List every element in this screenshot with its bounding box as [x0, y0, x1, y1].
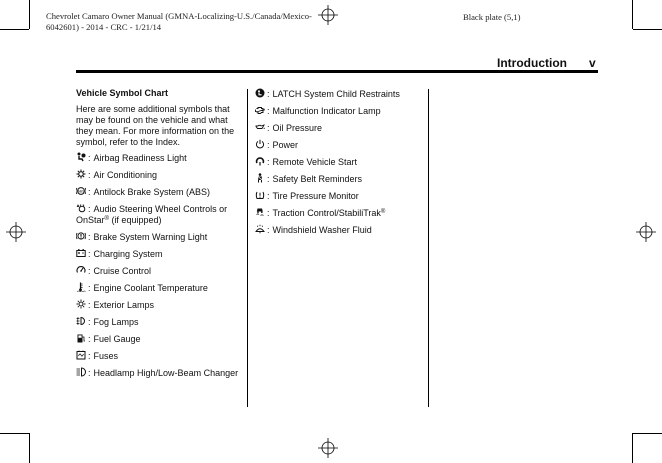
symbol-label-suffix: (if equipped) [108, 215, 162, 225]
oil-can-icon [255, 122, 265, 132]
airbag-icon [76, 152, 86, 162]
symbol-entry: ABS : Antilock Brake System (ABS) [77, 187, 211, 197]
symbol-entry: : Tire Pressure Monitor [255, 190, 423, 202]
symbol-label: Cruise Control [93, 266, 152, 276]
symbol-label: Oil Pressure [272, 123, 323, 133]
symbol-label: Malfunction Indicator Lamp [272, 106, 381, 116]
exterior-lamps-icon [76, 299, 86, 309]
symbol-entry: : Brake System Warning Light [76, 231, 241, 243]
symbol-entry: : Audio Steering Wheel Controls or OnStar® (if equipped) [76, 204, 228, 225]
column-divider [247, 89, 248, 407]
registered-mark: ® [380, 209, 386, 215]
crop-mark [632, 0, 633, 29]
section-title: Introduction [497, 56, 567, 70]
symbol-entry: : Cruise Control [76, 265, 241, 277]
symbol-label: Exterior Lamps [93, 300, 155, 310]
engine-check-icon [255, 105, 265, 115]
symbol-entry: : Safety Belt Reminders [255, 173, 423, 185]
fuses-icon [76, 350, 86, 360]
fog-lamps-icon [76, 316, 86, 326]
symbol-label: Antilock Brake System (ABS) [93, 187, 211, 197]
symbol-entry: : Windshield Washer Fluid [255, 224, 423, 236]
coolant-temp-icon [76, 282, 86, 292]
symbol-column-2 [255, 88, 423, 241]
symbol-entry: : Air Conditioning [76, 169, 241, 181]
symbol-label: Traction Control/StabiliTrak [272, 208, 381, 218]
washer-fluid-icon [255, 224, 265, 234]
crop-mark [633, 433, 662, 434]
air-conditioning-icon [76, 169, 86, 179]
power-icon [255, 139, 265, 149]
document-meta [46, 11, 312, 32]
steering-wheel-audio-icon [76, 203, 86, 213]
symbol-entry: : Fuses [76, 350, 241, 362]
cruise-control-icon [76, 265, 86, 275]
symbol-label: Windshield Washer Fluid [272, 225, 372, 235]
header-rule [76, 70, 598, 73]
symbol-entry: : Exterior Lamps [76, 299, 241, 311]
symbol-label: Airbag Readiness Light [93, 153, 187, 163]
symbol-entry: : Headlamp High/Low-Beam Changer [76, 367, 241, 379]
symbol-entry: : Fog Lamps [76, 316, 241, 328]
abs-icon [76, 186, 86, 196]
registration-mark [318, 438, 338, 458]
svg-text:ABS: ABS [77, 189, 85, 194]
tire-pressure-icon [255, 190, 265, 200]
battery-icon [76, 248, 86, 258]
plate-label: Black plate (5,1) [463, 12, 521, 22]
symbol-label: Tire Pressure Monitor [272, 191, 359, 201]
symbol-entry: : Oil Pressure [255, 122, 423, 134]
seatbelt-icon [255, 173, 265, 183]
symbol-label: Engine Coolant Temperature [93, 283, 208, 293]
document-meta-line-2: 6042601) - 2014 - CRC - 1/21/14 [46, 21, 162, 32]
high-beam-icon [76, 367, 86, 377]
crop-mark [632, 433, 633, 463]
symbol-entry: : Airbag Readiness Light [76, 152, 241, 164]
symbol-entry: : Fuel Gauge [76, 333, 241, 345]
symbol-entry: : LATCH System Child Restraints [255, 88, 423, 100]
symbol-label: Safety Belt Reminders [272, 174, 363, 184]
crop-mark [0, 29, 29, 30]
symbol-entry: : Power [255, 139, 423, 151]
symbol-entry: : Charging System [76, 248, 241, 260]
symbol-label: LATCH System Child Restraints [272, 89, 400, 99]
document-meta-line-1: Chevrolet Camaro Owner Manual (GMNA-Localizing-U.S./Canada/Mexico- [46, 11, 312, 21]
chart-heading: Vehicle Symbol Chart [76, 88, 169, 98]
crop-mark [633, 29, 662, 30]
brake-warning-icon [76, 231, 86, 241]
symbol-label: Fuel Gauge [93, 334, 141, 344]
symbol-entry: : Traction Control/StabiliTrak® [255, 207, 423, 219]
symbol-label: Headlamp High/Low-Beam Changer [93, 368, 239, 378]
symbol-label: Remote Vehicle Start [272, 157, 358, 167]
crop-mark [29, 0, 30, 29]
traction-control-icon [255, 207, 265, 217]
symbol-label: Audio Steering Wheel Controls or OnStar [76, 204, 228, 225]
symbol-label: Air Conditioning [93, 170, 158, 180]
crop-mark [29, 433, 30, 463]
symbol-entry: : Engine Coolant Temperature [76, 282, 241, 294]
intro-paragraph: Here are some additional symbols that may be found on the vehicle and what they mean. For more information on the symbol, refer to the Index. [76, 104, 235, 147]
page-number: v [589, 56, 596, 70]
symbol-label: Brake System Warning Light [93, 232, 208, 242]
symbol-label: Charging System [93, 249, 163, 259]
fuel-gauge-icon [76, 333, 86, 343]
crop-mark [0, 433, 29, 434]
symbol-entry: : Malfunction Indicator Lamp [255, 105, 423, 117]
symbol-label: Fuses [93, 351, 119, 361]
registration-mark [318, 5, 338, 25]
registered-mark: ® [104, 216, 109, 222]
registration-mark [636, 222, 656, 242]
latch-icon [255, 88, 265, 98]
symbol-column-1 [76, 88, 241, 384]
symbol-label: Power [272, 140, 299, 150]
symbol-label: Fog Lamps [93, 317, 139, 327]
registration-mark [6, 222, 26, 242]
symbol-entry: : Remote Vehicle Start [255, 156, 423, 168]
column-divider [428, 89, 429, 407]
remote-start-icon [255, 156, 265, 166]
